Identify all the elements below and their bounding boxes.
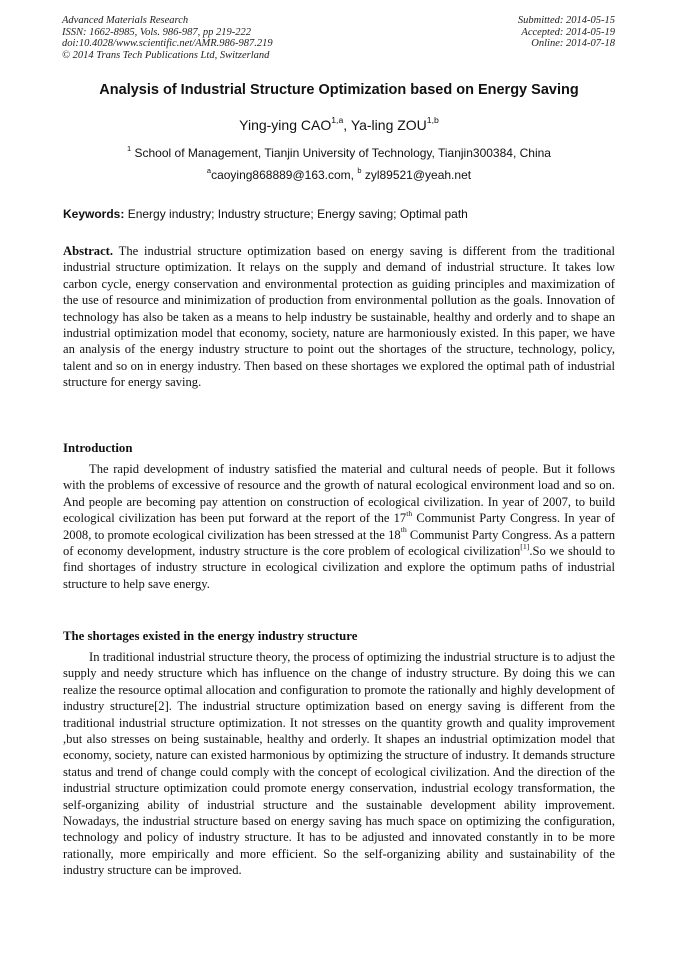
- author-separator: ,: [343, 117, 351, 133]
- section-paragraph: In traditional industrial structure theory, the process of optimizing the industrial structure is to adjust the supply and needy structure which has influence on the change of industry structure. By doing this we can realize the resource optimal allocation and configuration to promote the rationally and highly development of industry structure[2]. The industrial structure optimization based on energy saving is different from the traditional industrial structure optimization. It not stresses on the quantity growth and quality improvement ,but also stresses on being sustainable, healthy and orderly. It shapes an industrial optimization model that economy, society, nature can existed harmonious by optimizing the structure of industry. It demands structure status and trend of change could comply with the concept of ecological civilization. And the direction of the industrial structure optimization could promote energy conservation, industrial ecology transformation, the self-organizing ability of industrial structure and the sustainable development ability improvement. Nowadays, the industrial structure based on energy saving has much space on optimizing the configuration, technology and policy of industry structure. It has to be adjusted and innovated constantly in to be more rationally, more empirically and more efficient. So the self-organizing ability and sustainability of the industry structure can be improved.: [63, 650, 615, 878]
- journal-doi: doi:10.4028/www.scientific.net/AMR.986-987.219: [62, 38, 273, 49]
- journal-copyright: © 2014 Trans Tech Publications Ltd, Switzerland: [62, 49, 270, 61]
- introduction-section: [63, 441, 615, 592]
- keywords-text: Energy industry; Industry structure; Energy saving; Optimal path: [124, 207, 468, 221]
- email-address: zyl89521@yeah.net: [361, 168, 472, 182]
- author-superscript: 1,a: [331, 115, 344, 126]
- journal-header-right: [518, 15, 615, 50]
- journal-header-left: [62, 15, 273, 61]
- citation-superscript: [1]: [520, 541, 530, 551]
- abstract-text: The industrial structure optimization based on energy saving is different from the traditional industrial structure optimization. It relays on the supply and demand of industrial structure. It takes low carbon cycle, energy conservation and environmental protection as guiding principles and maximization of the use of resource and minimization of production from environmental pollution as the goals. Innovation of technology has also be taken as a means to help industry be sustainable, healthy and orderly and to shape an industrial optimization model that economy, society, nature are harmoniously existed. In this paper, we have an analysis of the energy industry structure to point out the shortages of the structure, technology, policy, talent and so on in energy industry. Then based on these shortages we explored the optimal path of industrial structure for energy saving.: [63, 244, 615, 390]
- affiliation: [40, 143, 638, 160]
- paragraph-text: Communist Party Congress. In year of 2008, to promote ecological civilization has been stressed at the 18: [63, 511, 615, 542]
- author-superscript: 1,b: [426, 115, 439, 126]
- paper-title: Analysis of Industrial Structure Optimization based on Energy Saving: [99, 82, 579, 98]
- keywords: [63, 207, 615, 221]
- section-paragraph: [63, 461, 615, 592]
- affiliation-superscript: 1: [127, 143, 132, 153]
- accepted-date: Accepted: 2014-05-19: [521, 26, 615, 38]
- author-list: [40, 117, 638, 133]
- abstract-label: Abstract.: [63, 244, 114, 258]
- journal-name: Advanced Materials Research: [62, 15, 189, 26]
- email-address: caoying868889@163.com,: [211, 168, 358, 182]
- author-name: Ying-ying CAO: [239, 117, 332, 133]
- section-heading: Introduction: [63, 441, 133, 455]
- keywords-label: Keywords:: [63, 207, 125, 221]
- section-heading: The shortages existed in the energy industry structure: [63, 629, 358, 643]
- email-superscript: b: [357, 165, 362, 175]
- ordinal-superscript: th: [406, 508, 413, 518]
- submitted-date: Submitted: 2014-05-15: [517, 15, 615, 26]
- paragraph-text: Communist Party Congress. As a pattern of economy development, industry structure is the core problem of ecological civilization: [63, 527, 615, 559]
- author-name: Ya-ling ZOU: [350, 117, 427, 133]
- journal-issn: ISSN: 1662-8985, Vols. 986-987, pp 219-222: [62, 26, 251, 38]
- online-date: Online: 2014-07-18: [531, 38, 615, 49]
- abstract: [63, 243, 615, 391]
- author-emails: [40, 165, 638, 182]
- ordinal-superscript: th: [400, 525, 407, 535]
- paragraph-text: .So we should to find shortages of industry structure in ecological civilization and explore the optimum paths of industrial structure to help save energy.: [63, 544, 615, 591]
- paragraph-text: The rapid development of industry satisfied the material and cultural needs of people. But it follows with the problems of excessive of resource and the growth of natural ecological environment load and so on. And people are becoming pay attention on construction of ecological civilization. In year of 2007, to build ecological civilization has been put forward at the report of the 17: [63, 462, 615, 526]
- email-superscript: a: [206, 165, 212, 175]
- affiliation-text: School of Management, Tianjin University of Technology, Tianjin300384, China: [131, 146, 551, 160]
- shortages-section: [63, 629, 615, 879]
